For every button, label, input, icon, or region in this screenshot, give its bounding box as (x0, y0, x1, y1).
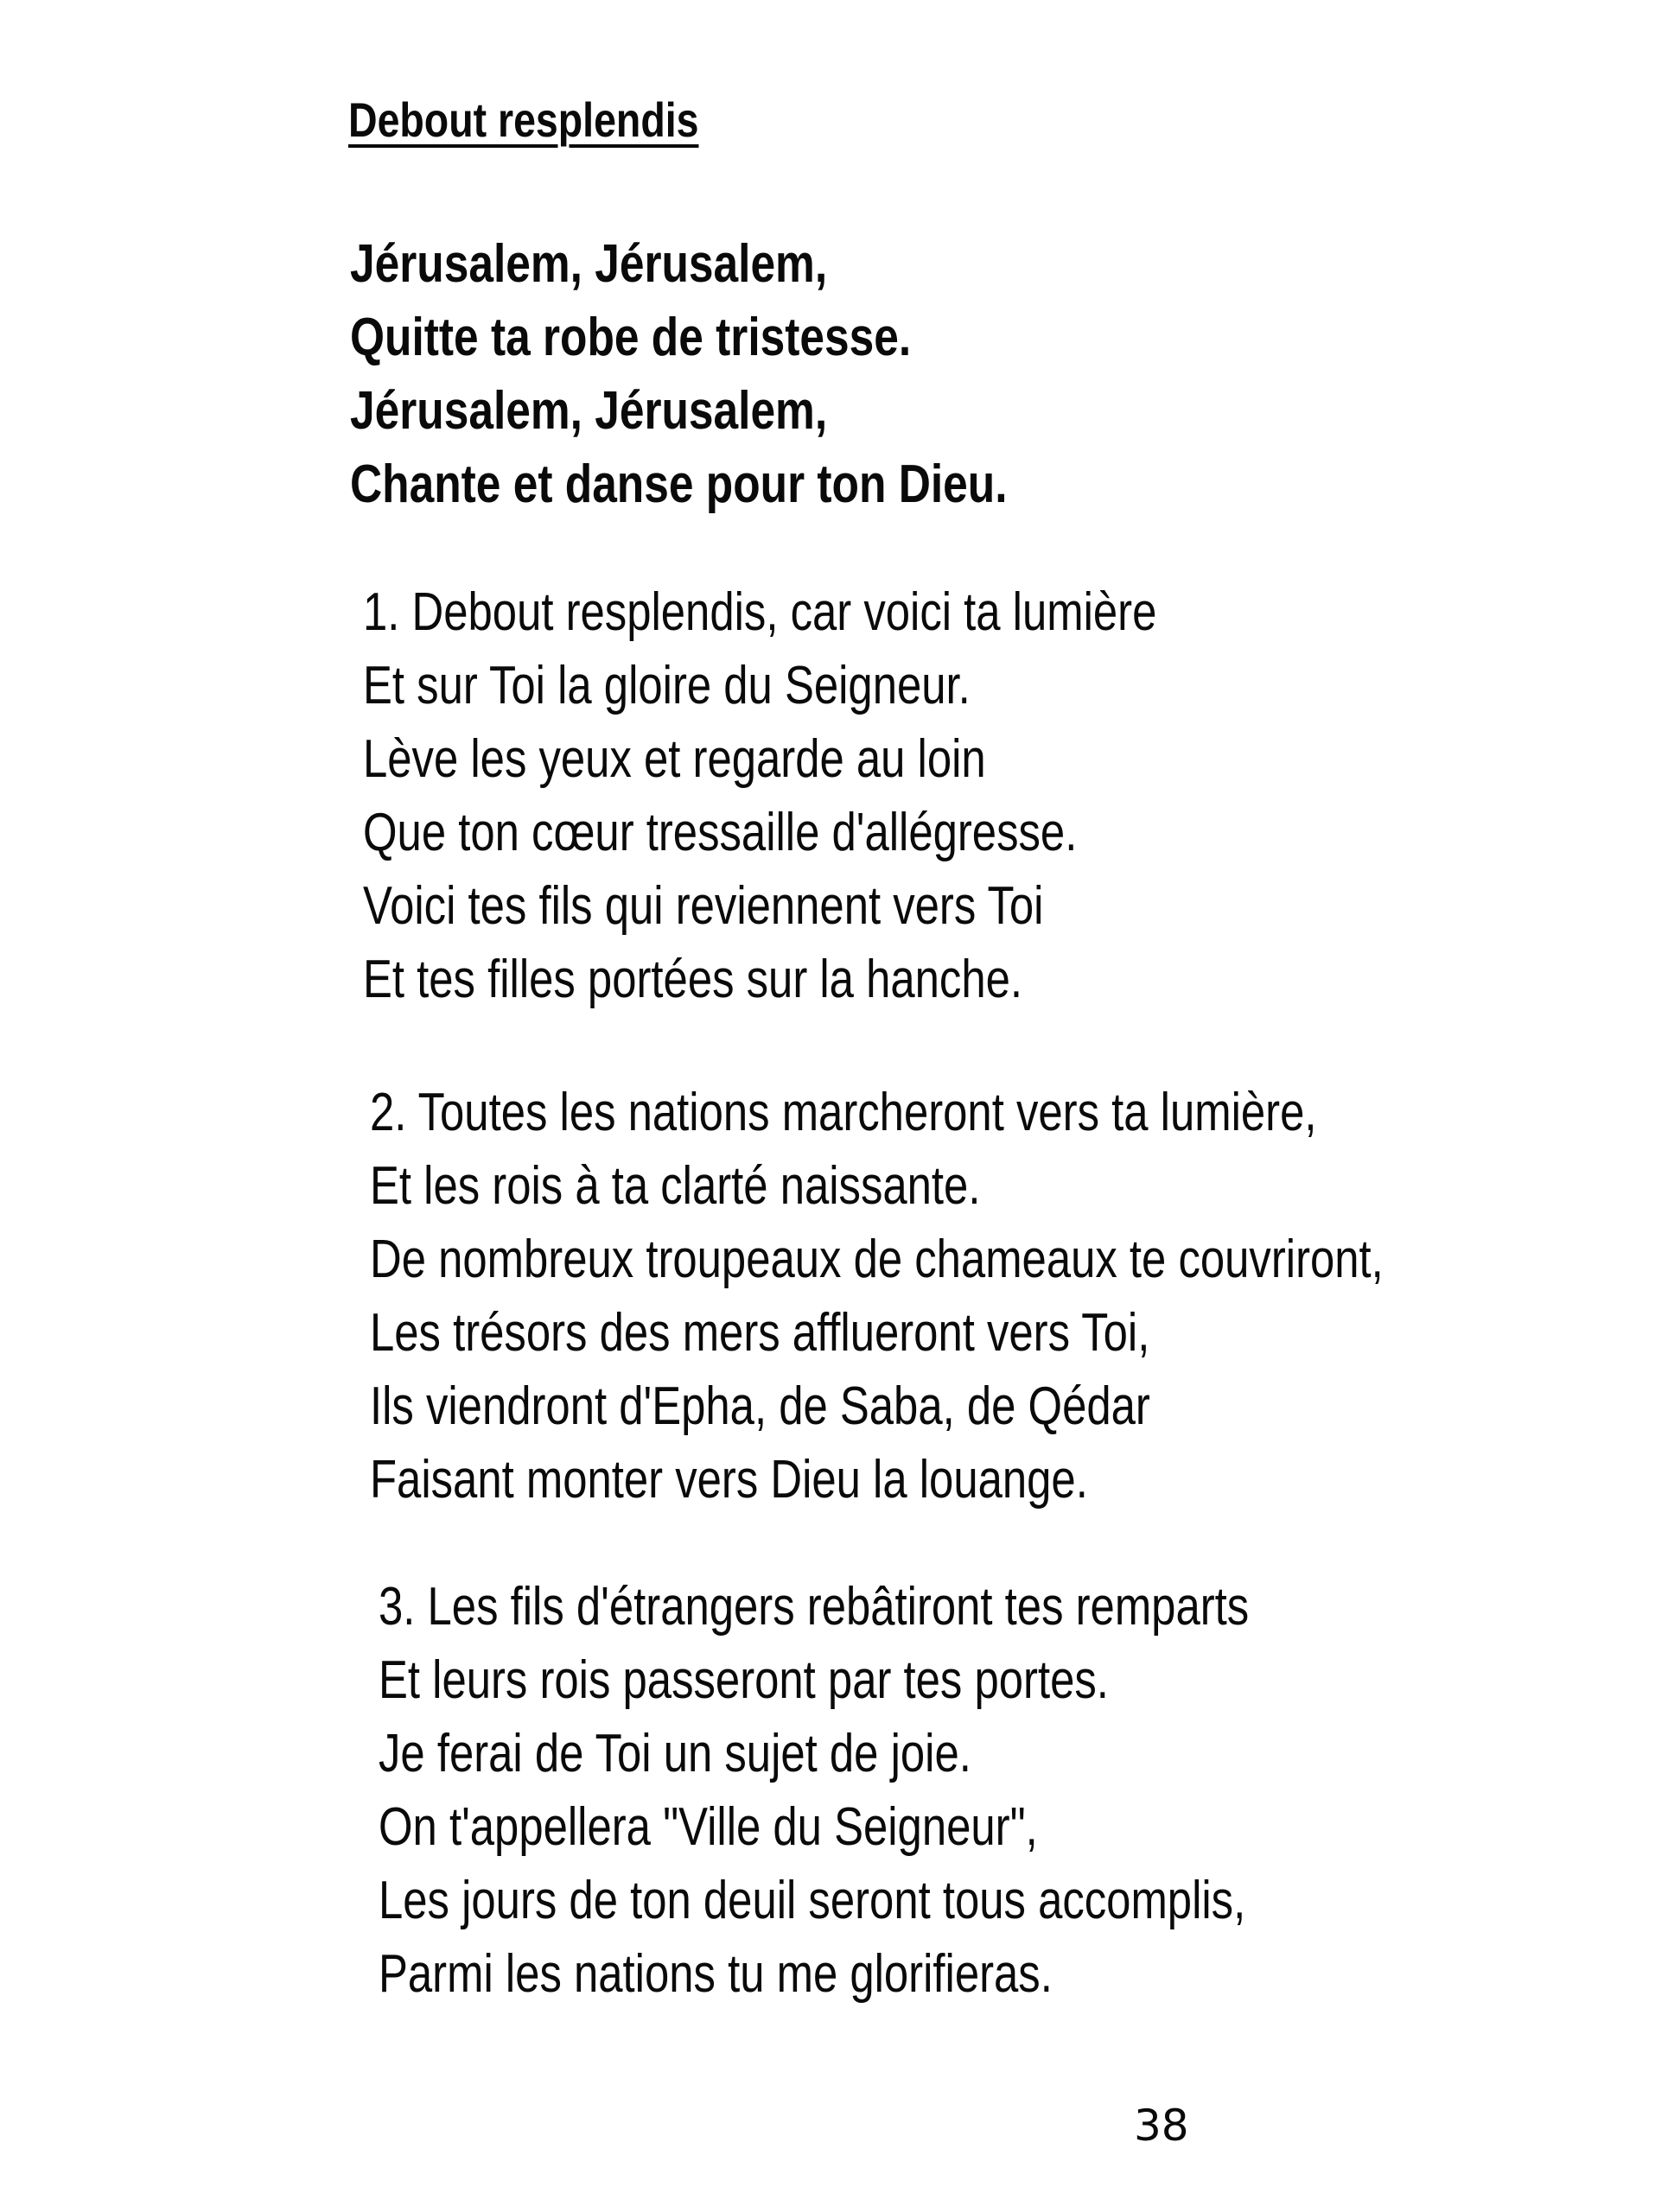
refrain-line: Quitte ta robe de tristesse. (350, 308, 912, 367)
verse-line: Faisant monter vers Dieu la louange. (370, 1450, 1088, 1510)
verse-line: Ils viendront d'Epha, de Saba, de Qédar (370, 1376, 1150, 1436)
refrain (350, 227, 1008, 521)
verse-line: Les jours de ton deuil seront tous accomplis, (379, 1871, 1246, 1930)
verse-line: Et les rois à ta clarté naissante. (370, 1156, 981, 1216)
verse-line: Voici tes fils qui reviennent vers Toi (363, 876, 1044, 936)
page-number: 38 (1134, 2101, 1189, 2151)
verse-line: 1. Debout resplendis, car voici ta lumière (363, 582, 1157, 642)
refrain-line: Jérusalem, Jérusalem, (350, 234, 828, 294)
verse-line: On t'appellera "Ville du Seigneur", (379, 1797, 1038, 1857)
verse-2 (370, 1076, 1384, 1516)
verse-line: Je ferai de Toi un sujet de joie. (379, 1724, 971, 1783)
verse-line: De nombreux troupeaux de chameaux te couvriront, (370, 1230, 1384, 1289)
verse-line: Et sur Toi la gloire du Seigneur. (363, 656, 971, 715)
verse-line: Les trésors des mers afflueront vers Toi, (370, 1303, 1150, 1363)
verse-line: Lève les yeux et regarde au loin (363, 729, 986, 789)
verse-line: Que ton cœur tressaille d'allégresse. (363, 803, 1078, 862)
verse-line: Et tes filles portées sur la hanche. (363, 950, 1022, 1009)
verse-line: 3. Les fils d'étrangers rebâtiront tes remparts (379, 1577, 1250, 1637)
verse-3 (379, 1570, 1249, 2011)
song-title: Debout resplendis (348, 92, 699, 147)
refrain-line: Chante et danse pour ton Dieu. (350, 454, 1008, 514)
verse-line: Parmi les nations tu me glorifieras. (379, 1944, 1053, 2004)
refrain-line: Jérusalem, Jérusalem, (350, 381, 828, 441)
verse-line: 2. Toutes les nations marcheront vers ta lumière, (370, 1083, 1317, 1142)
verse-line: Et leurs rois passeront par tes portes. (379, 1650, 1109, 1710)
verse-1 (363, 575, 1156, 1016)
